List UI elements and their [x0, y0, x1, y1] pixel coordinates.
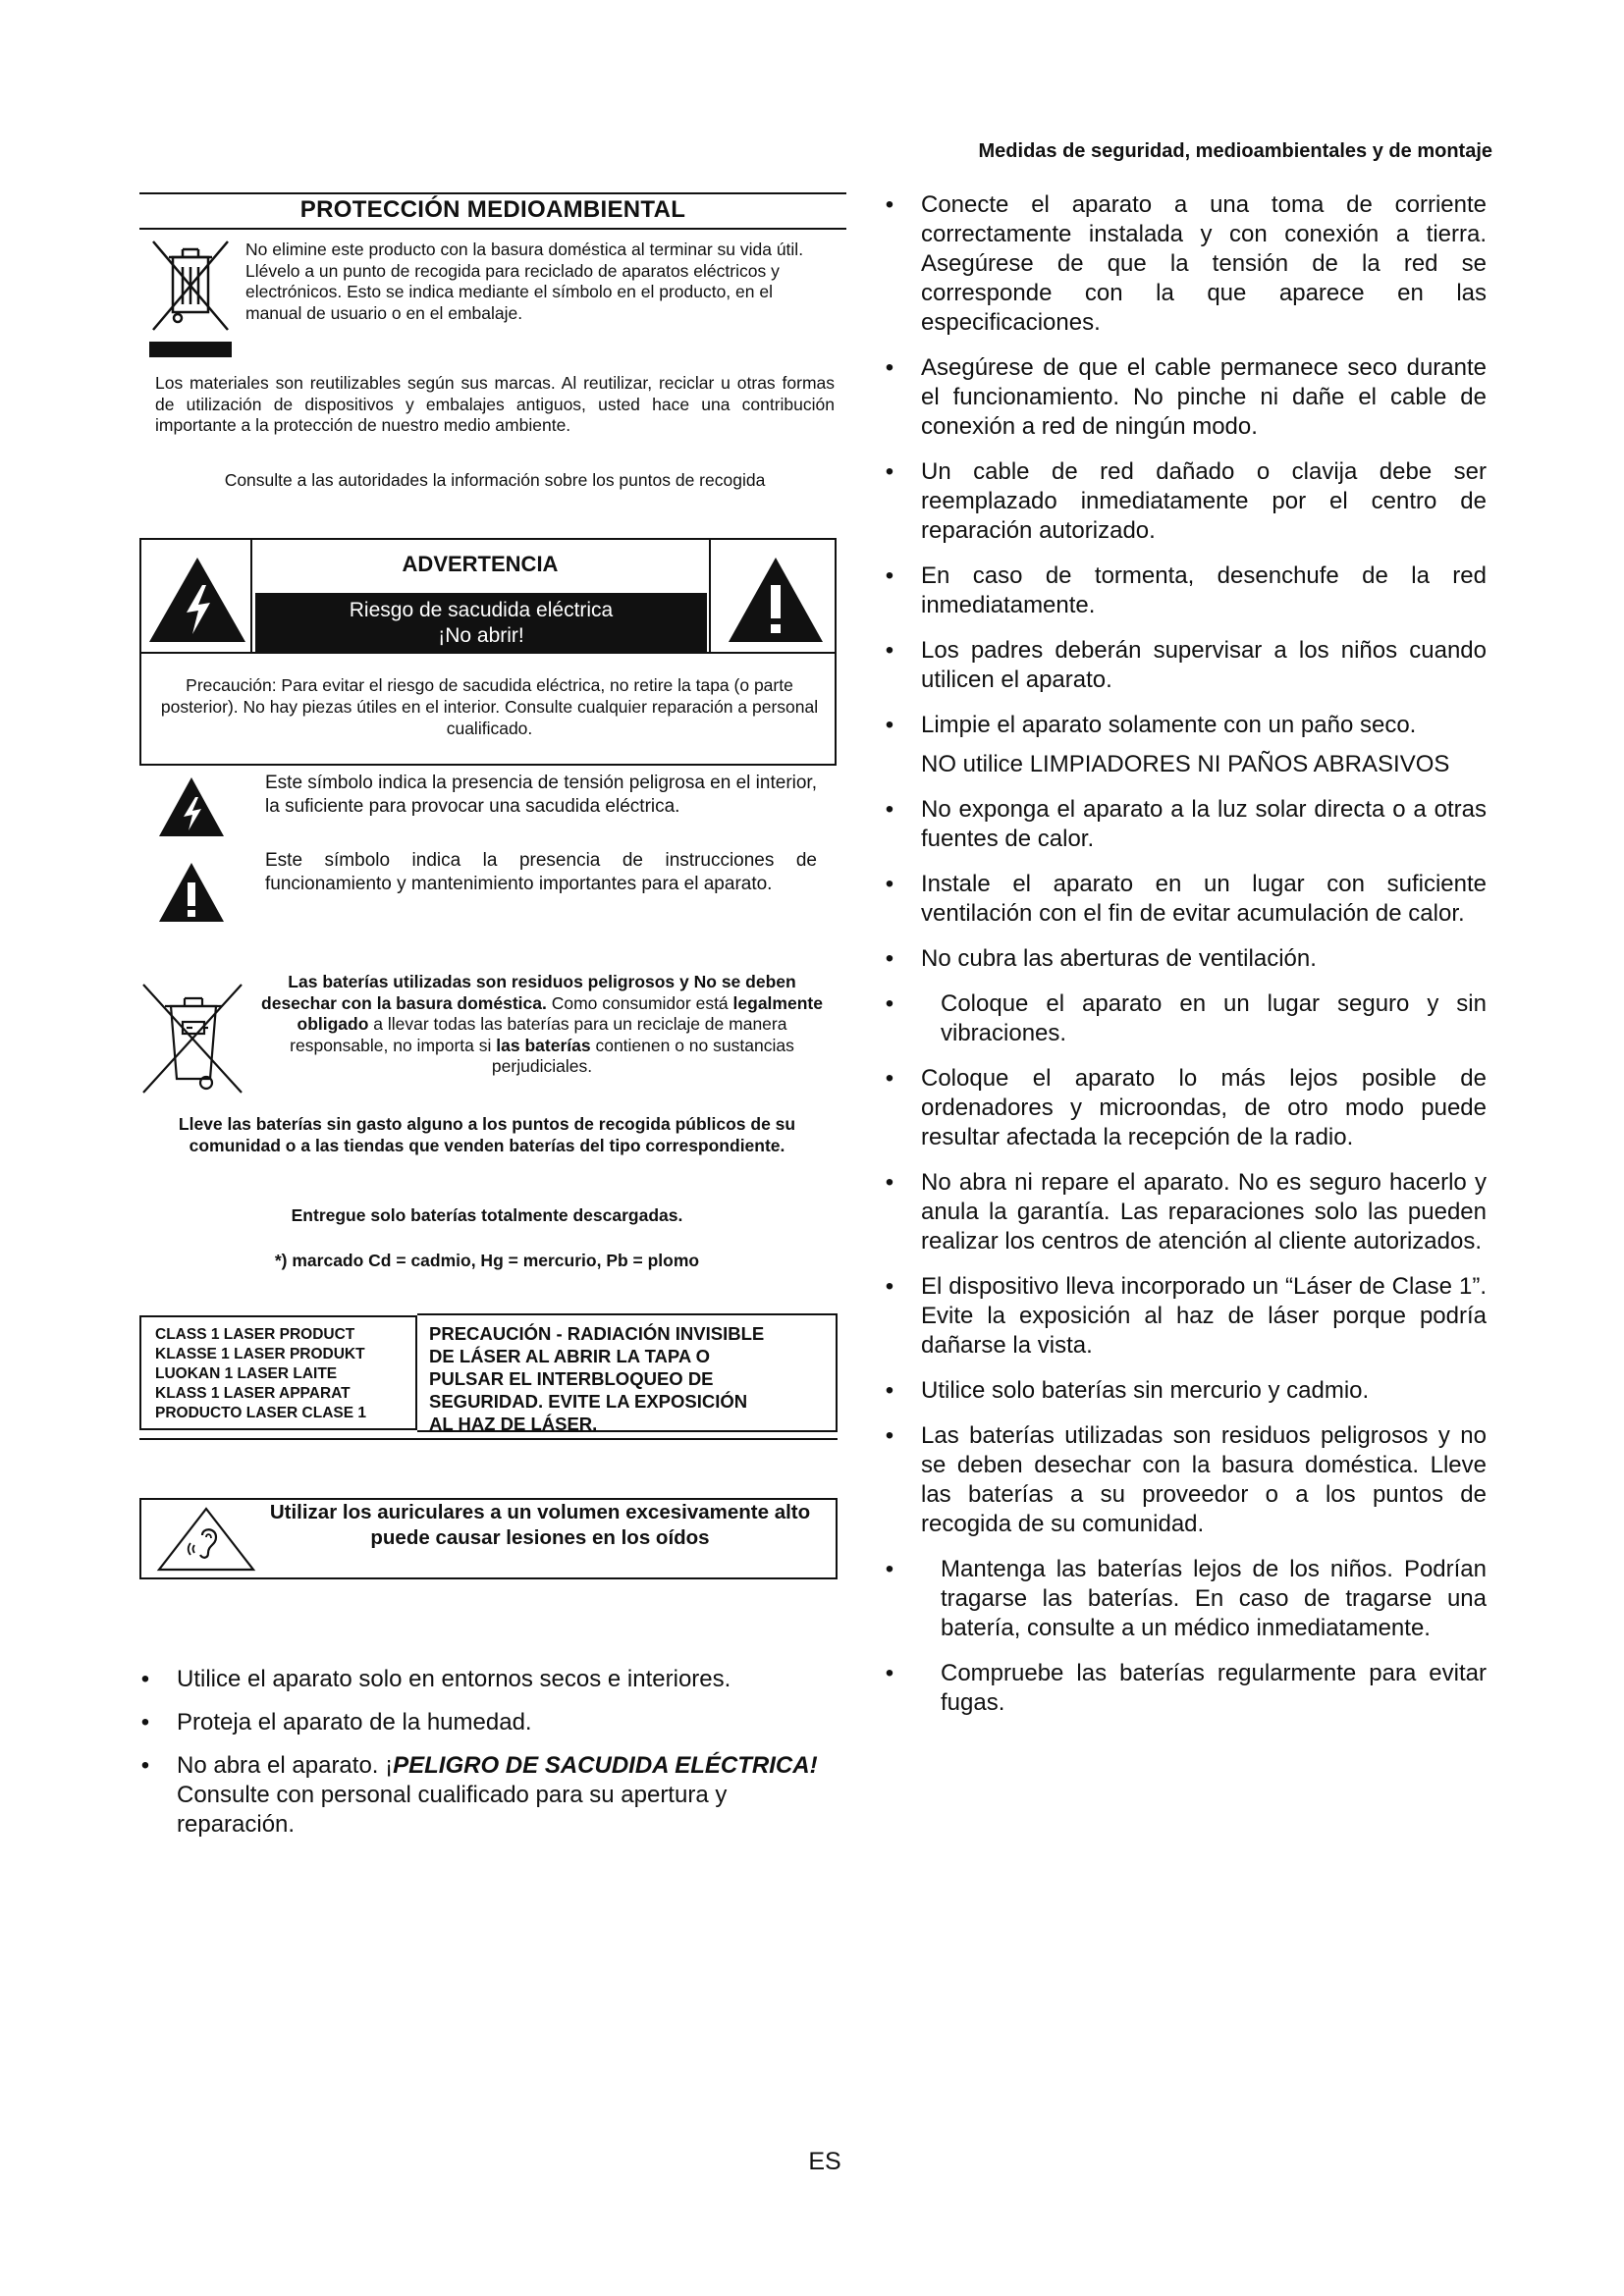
list-item-text: No abra el aparato. ¡: [177, 1752, 394, 1779]
batteries-bold-1: Las baterías utilizadas son residuos peligrosos y No se deben desechar con la basura doméstica.: [261, 972, 796, 1013]
laser-caution-line: SEGURIDAD. EVITE LA EXPOSICIÓN: [429, 1391, 748, 1412]
page-language-footer: ES: [808, 2148, 841, 2175]
list-item: [880, 457, 1487, 546]
bullet-icon: •: [885, 458, 894, 485]
divider: [139, 228, 846, 230]
bullet-icon: •: [885, 191, 894, 218]
batteries-text-c: contienen o no sustancias perjudiciales.: [491, 1035, 794, 1076]
lightning-triangle-icon: [157, 775, 226, 838]
batteries-paragraph-2: Lleve las baterías sin gasto alguno a los puntos de recogida públicos de su comunidad o a las tiendas que venden baterías del tipo correspondiente.: [178, 1114, 796, 1155]
list-item: [135, 1751, 842, 1840]
danger-emphasis: PELIGRO DE SACUDIDA ELÉCTRICA!: [393, 1752, 818, 1779]
list-item: [135, 1708, 842, 1737]
bullet-icon: •: [885, 1065, 894, 1092]
bullet-icon: •: [885, 990, 894, 1017]
list-item-text: Instale el aparato en un lugar con suficiente ventilación con el fin de evitar acumulación de calor.: [921, 871, 1487, 927]
list-item: [880, 1168, 1487, 1256]
hearing-warning-text: Utilizar los auriculares a un volumen excesivamente alto puede causar lesiones en los oídos: [269, 1501, 811, 1549]
laser-caution-line: PRECAUCIÓN - RADIACIÓN INVISIBLE: [429, 1323, 765, 1344]
battery-bin-icon: [139, 977, 247, 1099]
section-title-environment: PROTECCIÓN MEDIOAMBIENTAL: [299, 196, 686, 223]
batteries-bold-3: las baterías: [496, 1035, 591, 1055]
batteries-bold-2: legalmente obligado: [297, 992, 823, 1034]
wheelie-bin-icon: [145, 236, 236, 361]
list-item-text: Consulte con personal cualificado para su apertura y reparación.: [177, 1782, 728, 1838]
laser-caution-line: AL HAZ DE LÁSER.: [429, 1414, 598, 1434]
list-item: [880, 1064, 1487, 1152]
bullet-icon: •: [885, 637, 894, 664]
list-item: [880, 795, 1487, 854]
list-item-text: Coloque el aparato lo más lejos posible de ordenadores y microondas, de otro modo puede resultar afectada la recepción de la radio.: [921, 1065, 1487, 1150]
bullet-icon: •: [885, 871, 894, 897]
bullet-icon: •: [885, 712, 894, 738]
bullet-icon: •: [885, 945, 894, 972]
laser-class-label: [139, 1315, 417, 1430]
bullet-icon: •: [140, 1666, 150, 1692]
list-item: [880, 1659, 1487, 1718]
list-item-text: Conecte el aparato a una toma de corriente correctamente instalada y con conexión a tierra. Asegúrese de que la tensión de la red se corresponde con la que aparece en las especificaciones.: [921, 191, 1487, 336]
batteries-text-a: Como consumidor está: [546, 992, 733, 1013]
laser-class-line: LUOKAN 1 LASER LAITE: [155, 1365, 338, 1382]
warning-banner: [255, 593, 707, 652]
list-item: [880, 944, 1487, 974]
list-item-text: Coloque el aparato en un lugar seguro y sin vibraciones.: [941, 990, 1487, 1046]
exclamation-triangle-icon: [157, 861, 226, 924]
bullet-icon: •: [140, 1752, 150, 1779]
list-item: [880, 636, 1487, 695]
list-item: [135, 1665, 842, 1694]
laser-caution-line: PULSAR EL INTERBLOQUEO DE: [429, 1368, 714, 1389]
list-item: [880, 561, 1487, 620]
list-item: [880, 711, 1487, 740]
exclamation-warning-icon: [727, 556, 825, 644]
batteries-paragraph-3: Entregue solo baterías totalmente descargadas.: [291, 1205, 683, 1225]
divider: [139, 1438, 838, 1440]
divider: [139, 652, 837, 654]
list-item: [880, 353, 1487, 442]
laser-caution-line: DE LÁSER AL ABRIR LA TAPA O: [429, 1346, 711, 1366]
running-header: Medidas de seguridad, medioambientales y de montaje: [978, 140, 1492, 162]
laser-class-line: KLASSE 1 LASER PRODUKT: [155, 1346, 365, 1362]
list-item: [880, 1272, 1487, 1361]
environment-paragraph-2: Los materiales son reutilizables según sus marcas. Al reutilizar, reciclar u otras formas de utilización de dispositivos y embalajes antiguos, usted hace una contribución importante a la protección de nuestro medio ambiente.: [155, 373, 835, 435]
list-item-text: Proteja el aparato de la humedad.: [177, 1709, 532, 1735]
environment-paragraph-3: Consulte a las autoridades la información sobre los puntos de recogida: [224, 470, 766, 490]
divider: [139, 192, 846, 194]
bullet-icon: •: [885, 1422, 894, 1449]
list-item: [880, 1421, 1487, 1539]
batteries-text-b: a llevar todas las baterías para un reciclaje de manera responsable, no importa si: [290, 1014, 787, 1055]
bullet-icon: •: [885, 1660, 894, 1686]
list-item-text: Los padres deberán supervisar a los niños cuando utilicen el aparato.: [921, 637, 1487, 693]
list-item: [880, 989, 1487, 1048]
exclamation-symbol-description: Este símbolo indica la presencia de instrucciones de funcionamiento y mantenimiento importantes para el aparato.: [265, 850, 817, 894]
list-item: [880, 190, 1487, 338]
right-bullet-list: [880, 190, 1487, 1734]
batteries-footnote: *) marcado Cd = cadmio, Hg = mercurio, Pb = plomo: [274, 1251, 700, 1270]
bullet-icon: •: [885, 354, 894, 381]
bullet-icon: •: [885, 562, 894, 589]
list-item-text: No cubra las aberturas de ventilación.: [921, 945, 1317, 972]
bullet-icon: •: [140, 1709, 150, 1735]
bullet-icon: •: [885, 1377, 894, 1404]
list-item-text: Utilice solo baterías sin mercurio y cadmio.: [921, 1377, 1370, 1404]
laser-class-line: PRODUCTO LASER CLASE 1: [155, 1405, 367, 1421]
lightning-symbol-description: Este símbolo indica la presencia de tensión peligrosa en el interior, la suficiente para provocar una sacudida eléctrica.: [265, 773, 817, 817]
list-item-text: Las baterías utilizadas son residuos peligrosos y no se deben desechar con la basura doméstica. Lleve las baterías a su proveedor o a los puntos de recogida de su comunidad.: [921, 1422, 1487, 1537]
bullet-icon: •: [885, 1556, 894, 1582]
list-item: [880, 1376, 1487, 1406]
list-item-text: Limpie el aparato solamente con un paño seco.: [921, 712, 1417, 738]
list-item-text: No exponga el aparato a la luz solar directa o a otras fuentes de calor.: [921, 796, 1487, 852]
list-item-text: El dispositivo lleva incorporado un “Láser de Clase 1”. Evite la exposición al haz de láser porque podría dañarse la vista.: [921, 1273, 1487, 1359]
laser-class-line: KLASS 1 LASER APPARAT: [155, 1385, 351, 1402]
list-item-text: Compruebe las baterías regularmente para evitar fugas.: [941, 1660, 1487, 1716]
environment-paragraph-1: No elimine este producto con la basura doméstica al terminar su vida útil. Llévelo a un punto de recogida para reciclado de aparatos eléctricos y electrónicos. Esto se indica mediante el símbolo en el producto, en el manual de usuario o en el embalaje.: [245, 240, 804, 323]
bullet-icon: •: [885, 1273, 894, 1300]
list-item-text: Utilice el aparato solo en entornos secos e interiores.: [177, 1666, 731, 1692]
list-item: [880, 870, 1487, 929]
list-item-text: En caso de tormenta, desenchufe de la red inmediatamente.: [921, 562, 1487, 618]
list-item-text: Un cable de red dañado o clavija debe ser reemplazado inmediatamente por el centro de reparación autorizado.: [921, 458, 1487, 544]
lightning-warning-icon: [147, 556, 247, 644]
left-bullet-list: [135, 1665, 842, 1853]
hearing-warning-icon: [155, 1506, 257, 1573]
warning-banner-line-2: ¡No abrir!: [438, 624, 524, 647]
list-item-text: No abra ni repare el aparato. No es seguro hacerlo y anula la garantía. Las reparaciones solo las pueden realizar los centros de atención al cliente autorizados.: [921, 1169, 1487, 1255]
cleaning-note: NO utilice LIMPIADORES NI PAÑOS ABRASIVOS: [921, 751, 1450, 777]
list-item-text: Asegúrese de que el cable permanece seco durante el funcionamiento. No pinche ni dañe el cable de conexión a red de ningún modo.: [921, 354, 1487, 440]
bullet-icon: •: [885, 796, 894, 823]
warning-caution-text: Precaución: Para evitar el riesgo de sacudida eléctrica, no retire la tapa (o parte posterior). No hay piezas útiles en el interior. Consulte cualquier reparación a personal cualificado.: [160, 675, 819, 738]
warning-title: ADVERTENCIA: [402, 552, 559, 576]
list-item: [880, 1555, 1487, 1643]
laser-caution-label: [417, 1313, 838, 1432]
warning-banner-line-1: Riesgo de sacudida eléctrica: [349, 599, 614, 621]
bullet-icon: •: [885, 1169, 894, 1196]
batteries-paragraph-1: [257, 972, 827, 1078]
list-item-text: Mantenga las baterías lejos de los niños. Podrían tragarse las baterías. En caso de tragarse una batería, consulte a un médico inmediatamente.: [941, 1556, 1487, 1641]
laser-class-line: CLASS 1 LASER PRODUCT: [155, 1326, 355, 1343]
